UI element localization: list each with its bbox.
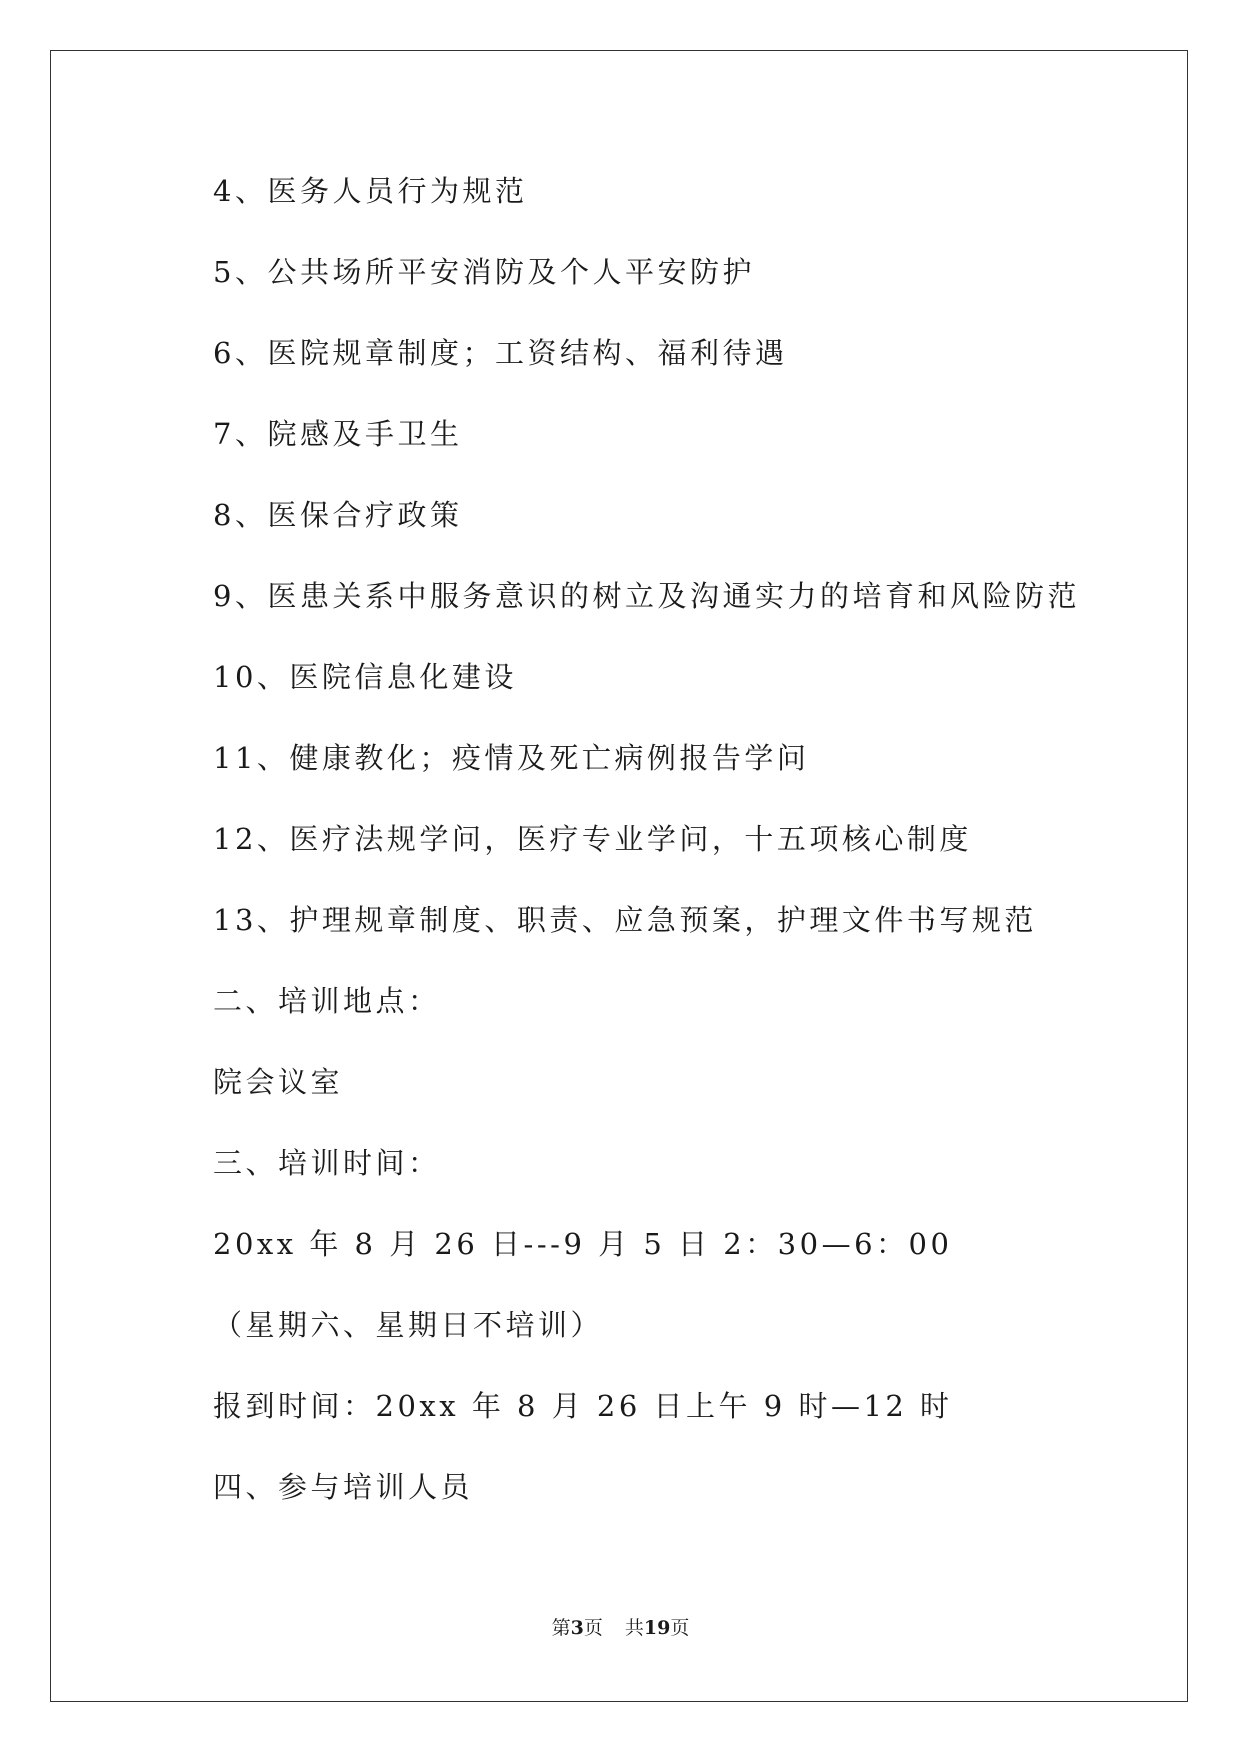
list-item-9: 9、医患关系中服务意识的树立及沟通实力的培育和风险防范 [213,579,1080,613]
list-item-12: 12、医疗法规学问，医疗专业学问，十五项核心制度 [213,822,972,856]
list-item-7: 7、院感及手卫生 [213,417,463,451]
list-item-11: 11、健康教化；疫情及死亡病例报告学问 [213,741,810,775]
list-item-5: 5、公共场所平安消防及个人平安防护 [213,255,755,289]
page-suffix: 页 [583,1617,603,1639]
list-item-13: 13、护理规章制度、职责、应急预案，护理文件书写规范 [213,903,1037,937]
total-prefix: 共 [624,1617,644,1639]
list-item-6: 6、医院规章制度；工资结构、福利待遇 [213,336,788,370]
registration-time: 报到时间：20xx 年 8 月 26 日上午 9 时—12 时 [213,1389,953,1423]
section-heading-time: 三、培训时间： [213,1146,441,1180]
page-number: 3 [570,1617,584,1639]
total-suffix: 页 [670,1617,690,1639]
list-item-4: 4、医务人员行为规范 [213,174,528,208]
total-pages: 19 [643,1617,671,1639]
training-location: 院会议室 [213,1065,344,1099]
page-prefix: 第 [551,1617,571,1639]
section-heading-location: 二、培训地点： [213,984,441,1018]
section-heading-participants: 四、参与培训人员 [213,1470,474,1504]
list-item-8: 8、医保合疗政策 [213,498,463,532]
list-item-10: 10、医院信息化建设 [213,660,517,694]
training-time: 20xx 年 8 月 26 日---9 月 5 日 2：30—6：00 [213,1227,953,1261]
training-time-note: （星期六、星期日不培训） [213,1308,604,1342]
page-footer [0,1616,1241,1640]
page-border [50,50,1188,1702]
